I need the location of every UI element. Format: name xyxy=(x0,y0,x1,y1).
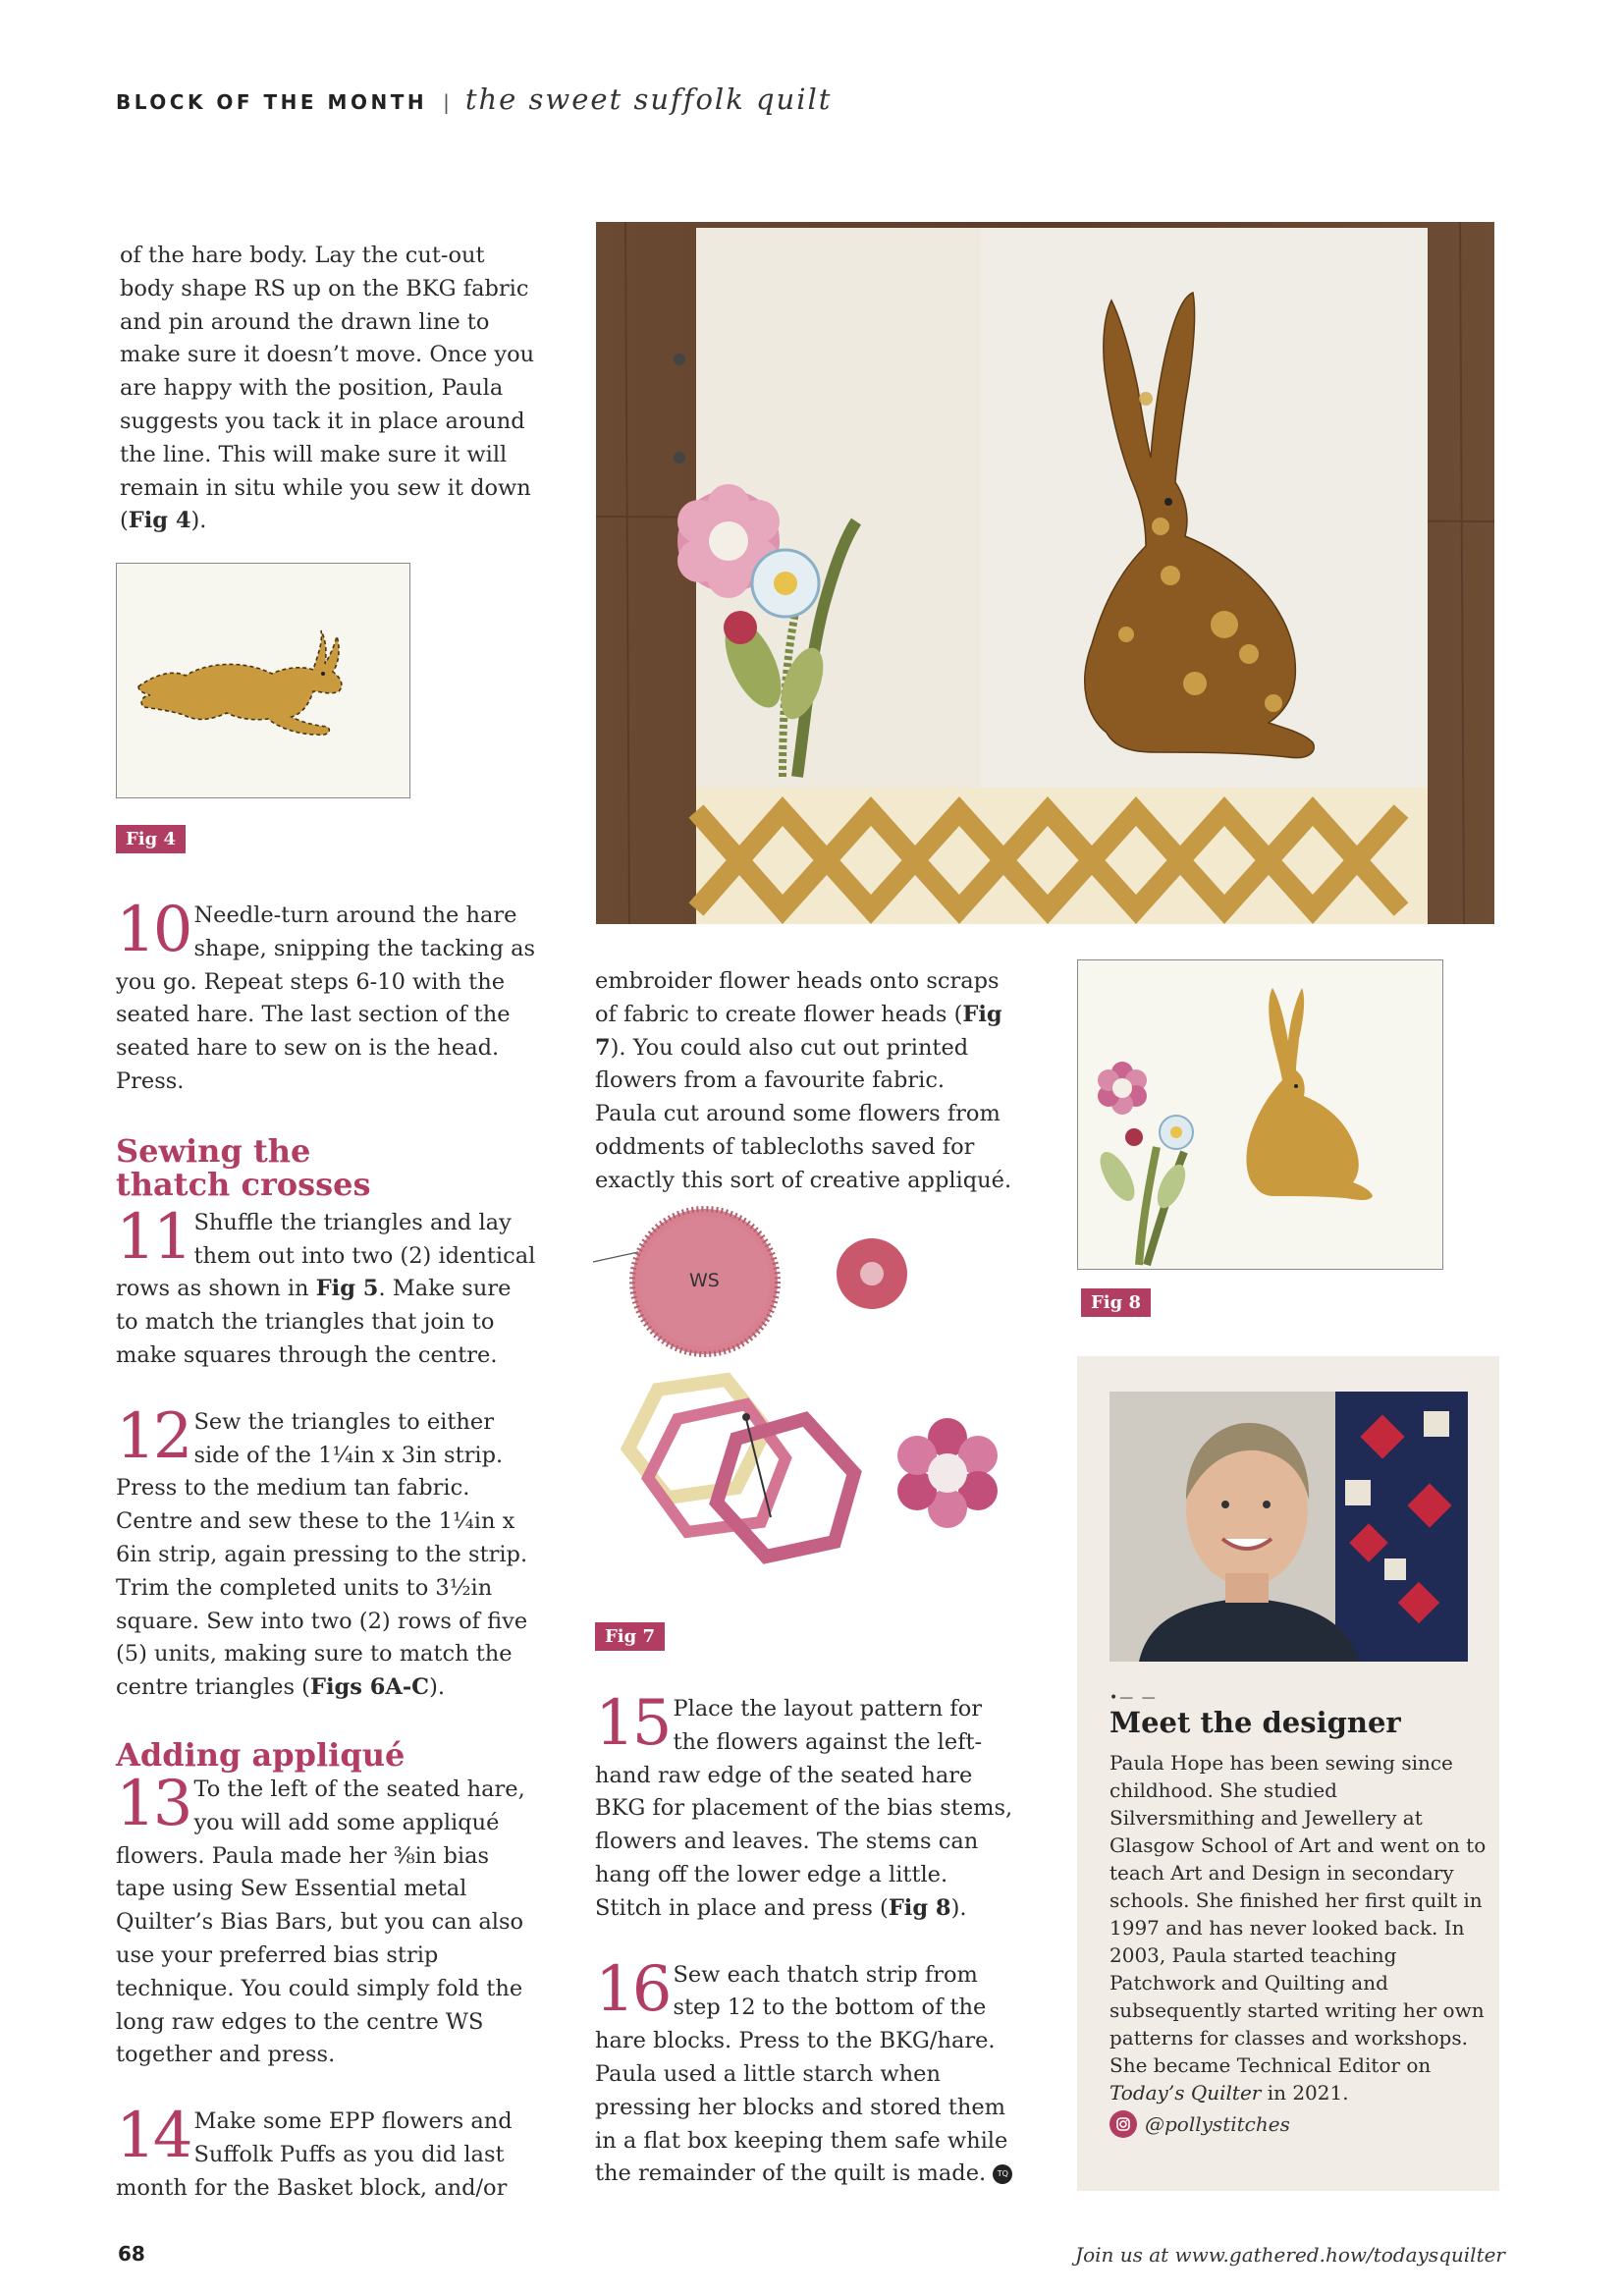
leaping-hare-illustration xyxy=(117,564,408,796)
epp-hexagon-flower xyxy=(897,1418,998,1528)
page-number: 68 xyxy=(118,2242,145,2266)
step-text: Sew each thatch strip from step 12 to the bottom of the hare blocks. Press to the BKG/hare. Paula used a little starch when pressing her blocks and stored them in a flat box keeping them safe while the remainder of the quilt is made. xyxy=(595,1961,1008,2187)
designer-heading: Meet the designer xyxy=(1109,1706,1401,1739)
quilt-block-illustration xyxy=(596,222,1494,924)
instagram-handle[interactable] xyxy=(1109,2110,1290,2138)
step-number: 11 xyxy=(116,1200,190,1274)
decorative-dashes: •— — xyxy=(1109,1690,1158,1706)
flower-heads-paragraph: embroider flower heads onto scraps of fabric to create flower heads (Fig 7). You could also cut out printed flowers from a favourite fabric. Paula cut around some flowers from oddments of tablecloths saved for exactly this sort of creative appliqué. xyxy=(595,968,1012,1193)
fig7-image xyxy=(589,1193,1021,1606)
leaf xyxy=(1094,1147,1142,1206)
instagram-icon xyxy=(1109,2110,1137,2138)
fig4-image xyxy=(116,563,410,798)
leaf xyxy=(1152,1161,1191,1213)
meet-the-designer-box xyxy=(1077,1356,1499,2191)
step-12: 12 Sew the triangles to either side of the 1¼in x 3in strip. Press to the medium tan fabric. Centre and sew these to the 1¼in x 6in strip, again pressing to the strip. Trim the completed units to 3½in square. Sew into two (2) rows of five (5) units, making sure to match the centre triangles (Figs 6A-C). xyxy=(116,1399,528,1701)
fig8-illustration xyxy=(1078,960,1441,1268)
intro-paragraph: of the hare body. Lay the cut-out body shape RS up on the BKG fabric and pin around the drawn line to make sure it doesn’t move. Once you are happy with the position, Paula suggests you tack it in place around the line. This will make sure it will remain in situ while you sew it down (Fig 4). xyxy=(120,243,535,534)
fig7-illustration xyxy=(589,1193,1021,1606)
column-2-text xyxy=(595,965,1012,1198)
column-2-steps xyxy=(595,1687,1017,2191)
fig4-label: Fig 4 xyxy=(116,825,186,853)
step-number: 14 xyxy=(116,2100,190,2173)
seated-hare-shape xyxy=(1246,988,1373,1200)
fig8-label: Fig 8 xyxy=(1081,1288,1151,1317)
step-15: 15 Place the layout pattern for the flowers against the left-hand raw edge of the seated hare BKG for placement of the bias stems, flowers and leaves. The stems can hang off the lower edge a little. Stitch in place and press (Fig 8). xyxy=(595,1687,1013,1921)
step-text: Needle-turn around the hare shape, snipping the tacking as you go. Repeat steps 6-10 with the seated hare. The last section of the seated hare to sew on is the head. Press. xyxy=(116,902,536,1094)
section-label: BLOCK OF THE MONTH xyxy=(116,90,428,114)
step-11: 11 Shuffle the triangles and lay them out into two (2) identical rows as shown in Fig 5. Make sure to match the triangles that join to make squares through the centre. xyxy=(116,1200,536,1368)
leaping-hare-shape xyxy=(138,630,342,735)
suffolk-puff xyxy=(1125,1128,1143,1146)
designer-portrait xyxy=(1109,1392,1468,1662)
end-mark: TQ xyxy=(993,2164,1012,2184)
step-number: 12 xyxy=(116,1399,190,1473)
column-1-steps xyxy=(116,894,540,2206)
pink-hexagon-flower xyxy=(1098,1062,1147,1115)
fig8-image xyxy=(1077,959,1443,1270)
step-14 xyxy=(116,2100,540,2205)
step-16 xyxy=(595,1952,1017,2192)
running-header xyxy=(116,82,832,116)
heading-adding-applique: Adding appliqué xyxy=(116,1735,406,1774)
series-title: the sweet suffolk quilt xyxy=(464,82,833,116)
fig7-label: Fig 7 xyxy=(595,1622,665,1651)
step-13 xyxy=(116,1767,540,2072)
step-number: 13 xyxy=(116,1767,190,1840)
footer-url[interactable]: Join us at www.gathered.how/todaysquilter xyxy=(1075,2243,1505,2267)
step-text: Make some EPP flowers and Suffolk Puffs as you did last month for the Basket block, and/or xyxy=(116,2108,513,2201)
step-10 xyxy=(116,894,540,1099)
quilt-block-photo xyxy=(596,222,1494,924)
blue-embroidered-flower xyxy=(752,550,819,617)
designer-bio: Paula Hope has been sewing since childhood. She studied Silversmithing and Jewellery at Glasgow School of Art and went on to teach Art and Design in secondary schools. She finished her first quilt in 1997 and has never looked back. In 2003, Paula started teaching Patchwork and Quilting and subsequently started writing her own patterns for classes and workshops. She became Technical Editor on Today’s Quilter in 2021. xyxy=(1109,1751,1487,2105)
instagram-handle-text: @pollystitches xyxy=(1145,2112,1290,2136)
designer-photo xyxy=(1109,1392,1468,1662)
step-number: 16 xyxy=(595,1952,670,2026)
suffolk-puff xyxy=(724,611,757,644)
column-1 xyxy=(120,240,542,538)
header-separator: | xyxy=(443,90,450,114)
step-number: 10 xyxy=(116,894,190,966)
heading-thatch-crosses: Sewing the thatch crosses xyxy=(116,1131,371,1203)
step-text: To the left of the seated hare, you will add some appliqué flowers. Paula made her ⅜in bias tape using Sew Essential metal Quilter’s Bias Bars, but you can also use your preferred bias strip technique. You could simply fold the long raw edges to the centre WS together and press. xyxy=(116,1776,525,2068)
step-number: 15 xyxy=(595,1687,670,1760)
ws-label: WS xyxy=(689,1270,720,1291)
